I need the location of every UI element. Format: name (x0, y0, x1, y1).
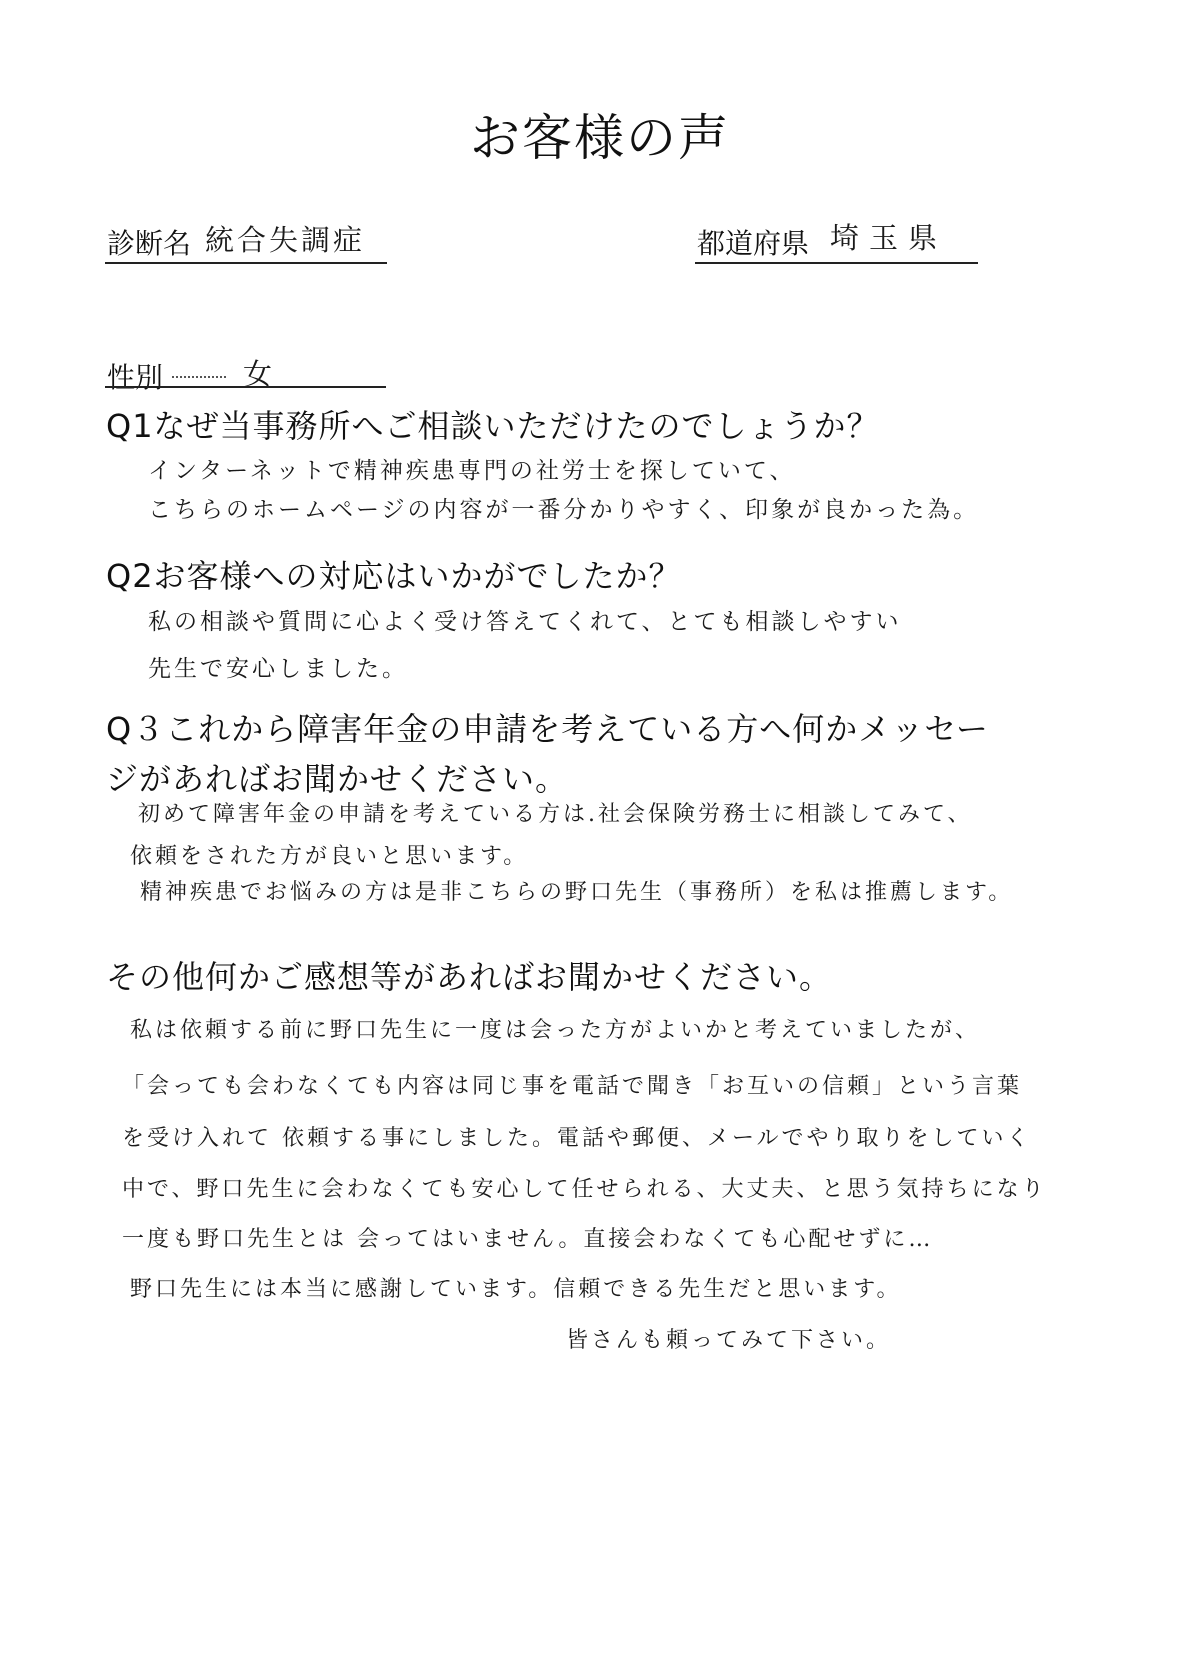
other-answer-line: 野口先生には本当に感謝しています。信頼できる先生だと思います。 (130, 1277, 902, 1302)
other-answer-closing: 皆さんも頼ってみて下さい。 (566, 1328, 892, 1353)
other-answer-line: を受け入れて 依頼する事にしました。電話や郵便、メールでやり取りをしていく (122, 1126, 1032, 1151)
q2-answer-line: 先生で安心しました。 (148, 656, 408, 682)
q1-answer-line: インターネットで精神疾患専門の社労士を探していて、 (148, 458, 796, 484)
q2-answer-line: 私の相談や質問に心よく受け答えてくれて、とても相談しやすい (148, 609, 902, 635)
prefecture-underline (695, 262, 978, 264)
other-answer-line: 私は依頼する前に野口先生に一度は会った方がよいかと考えていましたが、 (130, 1018, 981, 1043)
diagnosis-underline (105, 262, 387, 264)
diagnosis-value: 統合失調症 (205, 223, 366, 257)
other-answer-line: 一度も野口先生とは 会ってはいません。直接会わなくても心配せずに… (122, 1227, 934, 1252)
prefecture-value: 埼玉県 (830, 221, 948, 255)
gender-dots (172, 376, 226, 378)
q3-question-line: Q３これから障害年金の申請を考えている方へ何かメッセー (106, 710, 989, 748)
q1-answer-line: こちらのホームページの内容が一番分かりやすく、印象が良かった為。 (148, 497, 980, 523)
q3-answer-line: 初めて障害年金の申請を考えている方は.社会保険労務士に相談してみて、 (138, 802, 973, 827)
q3-question-line: ジがあればお聞かせください。 (106, 760, 569, 798)
other-question: その他何かご感想等があればお聞かせください。 (106, 958, 833, 996)
other-answer-line: 「会っても会わなくても内容は同じ事を電話で聞き「お互いの信頼」という言葉 (122, 1074, 1023, 1099)
gender-value: 女 (243, 357, 276, 391)
q1-question: Q1なぜ当事務所へご相談いただけたのでしょうか？ (106, 407, 880, 445)
gender-label: 性別 (107, 361, 164, 394)
q3-answer-line: 依頼をされた方が良いと思います。 (130, 844, 529, 869)
other-answer-line: 中で、野口先生に会わなくても安心して任せられる、大丈夫、と思う気持ちになり (122, 1177, 1047, 1202)
gender-underline (105, 386, 386, 388)
diagnosis-label: 診断名 (107, 227, 192, 260)
page-title: お客様の声 (470, 109, 730, 167)
prefecture-label: 都道府県 (697, 227, 810, 260)
q2-question: Q2お客様への対応はいかがでしたか？ (106, 557, 682, 595)
q3-answer-line: 精神疾患でお悩みの方は是非こちらの野口先生（事務所）を私は推薦します。 (140, 880, 1014, 905)
